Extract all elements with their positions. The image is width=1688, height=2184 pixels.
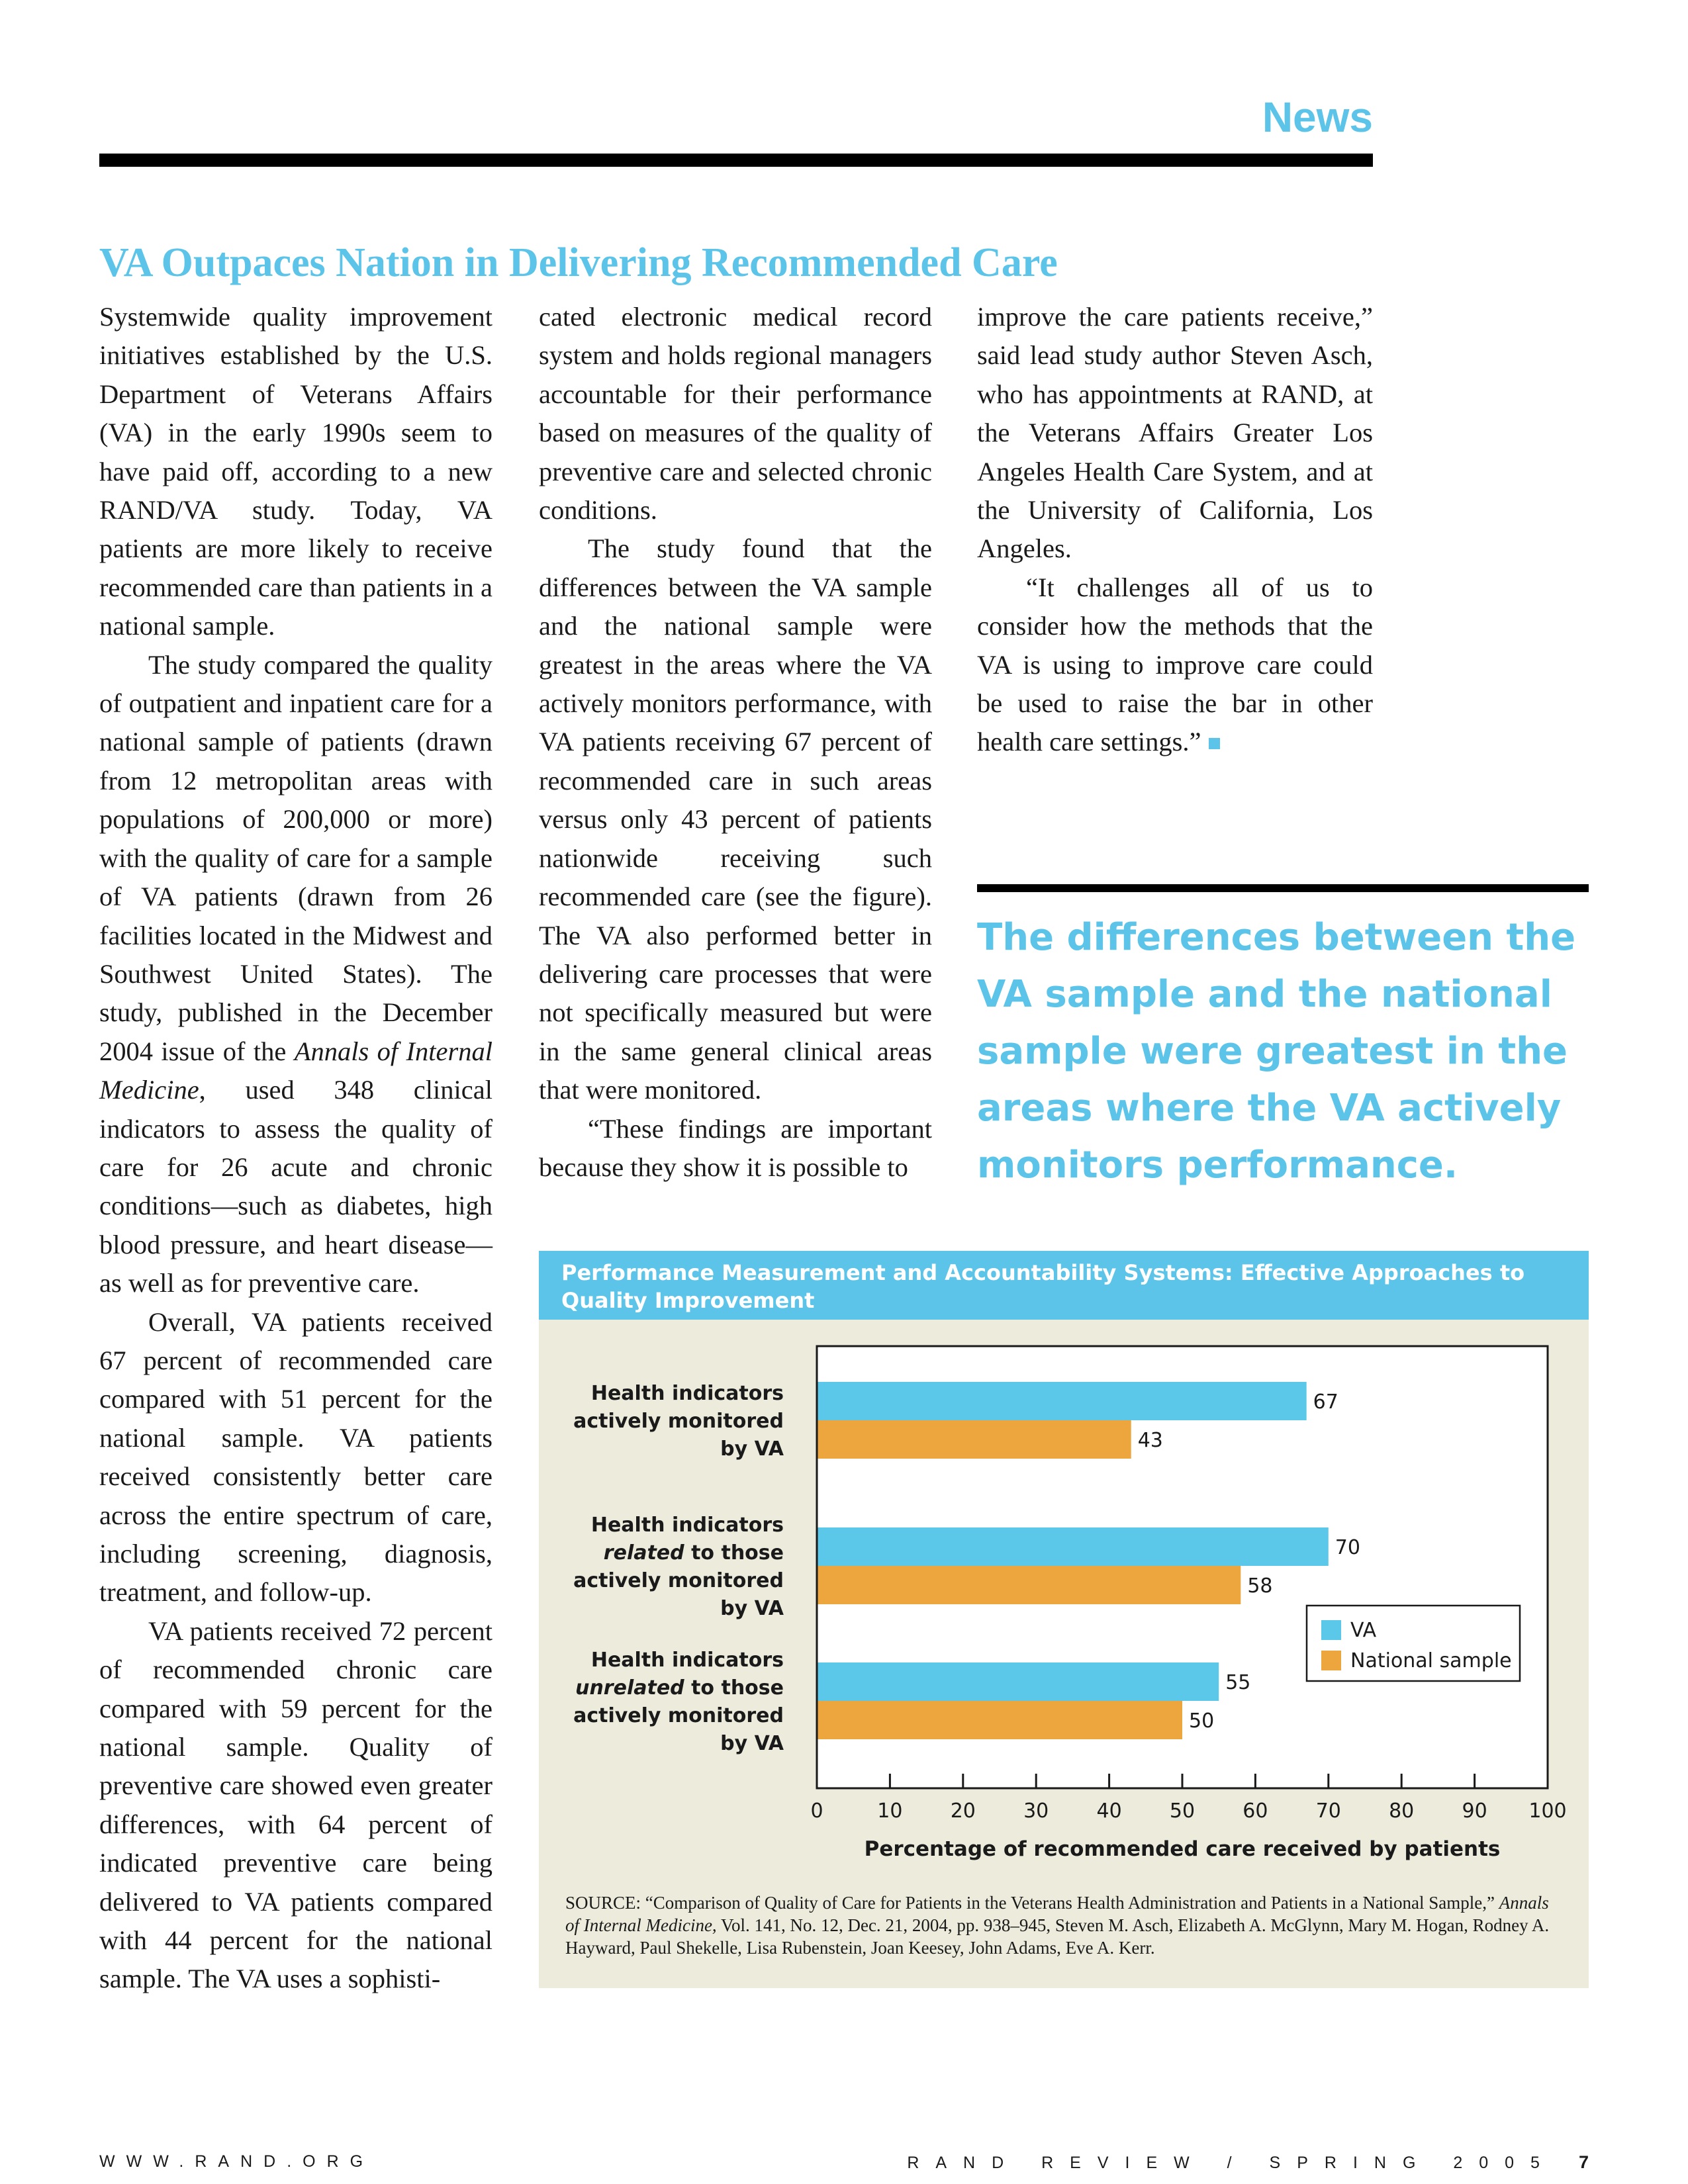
footer-website[interactable]: WWW.RAND.ORG <box>99 2152 375 2171</box>
paragraph: The study found that the differences between the VA sample and the national sample were greatest in the areas where the VA actively monitors performance, with VA patients receiving 67 percent of recommended care in such areas versus only 43 percent of patients nationwide receiving such recommended care (see the figure). The VA also performed better in delivering care processes that were not specifically measured but were in the same general clinical areas that were monitored. <box>539 533 932 1105</box>
page-number: 7 <box>1578 2152 1589 2172</box>
article-column-3 <box>977 298 1373 762</box>
figure-panel <box>539 1251 1589 1988</box>
article-column-2 <box>539 298 932 1187</box>
bar <box>818 1420 1131 1459</box>
data-label: 58 <box>1247 1574 1273 1598</box>
paragraph: Systemwide quality improvement initiatives established by the U.S. Department of Veterans Affairs (VA) in the early 1990s seem to have paid off, according to a new RAND/VA study. Today, VA patients are more likely to receive recommended care than patients in a national sample. <box>99 302 492 641</box>
pullquote: The differences between the VA sample and the national sample were greatest in the areas where the VA actively monitors performance. <box>977 916 1576 1187</box>
bar <box>818 1527 1329 1566</box>
legend-swatch <box>1321 1620 1341 1640</box>
x-tick-label: 10 <box>877 1799 903 1823</box>
paragraph: The study compared the quality of outpatient and inpatient care for a national sample of patients (drawn from 12 metropolitan areas with populations of 200,000 or more) with the quality of care for a sample of VA patients (drawn from 26 facilities located in the Midwest and Southwest United States). The study, published in the December 2004 issue of the Annals of Internal Medicine, used 348 clinical indicators to assess the quality of care for 26 acute and chronic conditions—such as diabetes, high blood pressure, and heart disease—as well as for preventive care. <box>99 649 492 1298</box>
figure-header <box>539 1251 1589 1320</box>
figure-source: SOURCE: “Comparison of Quality of Care for Patients in the Veterans Health Administration and Patients in a National Sample,” Annals of Internal Medicine, Vol. 141, No. 12, Dec. 21, 2004, pp. 938–945, Steven M. Asch, Elizabeth A. McGlynn, Mary M. Hogan, Rodney A. Hayward, Paul Shekelle, Lisa Rubenstein, Joan Keesey, John Adams, Eve A. Kerr. <box>565 1893 1550 1958</box>
x-tick-label: 0 <box>810 1799 823 1823</box>
paragraph: “These findings are important because they show it is possible to <box>539 1113 932 1182</box>
x-tick-label: 60 <box>1243 1799 1268 1823</box>
x-axis-label: Percentage of recommended care received by patients <box>864 1837 1501 1861</box>
category-label: Health indicators actively monitored by VA <box>573 1382 784 1461</box>
legend-swatch <box>1321 1651 1341 1670</box>
x-tick-label: 30 <box>1023 1799 1049 1823</box>
bar <box>818 1662 1219 1701</box>
article-column-1 <box>99 298 492 1999</box>
x-tick-label: 50 <box>1169 1799 1196 1823</box>
data-label: 67 <box>1313 1390 1338 1414</box>
article-headline: VA Outpaces Nation in Delivering Recommended Care <box>99 240 1058 285</box>
paragraph: “It challenges all of us to consider how the methods that the VA is using to improve care could be used to raise the bar in other health care settings.” <box>977 572 1373 757</box>
data-label: 50 <box>1189 1709 1215 1733</box>
end-of-article-mark <box>1209 738 1220 749</box>
x-tick-label: 80 <box>1389 1799 1415 1823</box>
figure-title: Performance Measurement and Accountability Systems: Effective Approaches to Quality Improvement <box>561 1260 1525 1313</box>
footer-publication <box>907 2152 1589 2173</box>
x-tick-label: 100 <box>1528 1799 1567 1823</box>
paragraph: Overall, VA patients received 67 percent of recommended care compared with 51 percent for the national sample. VA patients received consistently better care across the entire spectrum of care, including screening, diagnosis, treatment, and follow-up. <box>99 1306 492 1608</box>
bar <box>818 1566 1241 1604</box>
journal-name: Annals of Internal Medicine <box>99 1036 492 1105</box>
section-label: News <box>1262 93 1373 141</box>
paragraph: improve the care patients receive,” said lead study author Steven Asch, who has appointments at RAND, at the Veterans Affairs Greater Los Angeles Health Care System, and at the University of California, Los Angeles. <box>977 302 1373 564</box>
header-rule <box>99 154 1373 167</box>
x-tick-label: 70 <box>1315 1799 1341 1823</box>
footer-issue: RAND REVIEW / SPRING 2005 <box>907 2154 1556 2172</box>
paragraph: VA patients received 72 percent of recommended chronic care compared with 59 percent for the national sample. Quality of preventive care showed even greater differences, with 64 percent of indicated preventive care being delivered to VA patients compared with 44 percent for the national sample. The VA uses a sophisti- <box>99 1615 492 1994</box>
bar <box>818 1701 1183 1739</box>
pullquote-rule <box>977 884 1589 892</box>
legend-entry: National sample <box>1350 1649 1512 1672</box>
legend-entry: VA <box>1350 1619 1377 1642</box>
bar-chart <box>539 1320 1589 1889</box>
paragraph: cated electronic medical record system and holds regional managers accountable for their performance based on measures of the quality of preventive care and selected chronic conditions. <box>539 302 932 525</box>
x-tick-label: 90 <box>1462 1799 1487 1823</box>
category-label: Health indicators unrelated to those actively monitored by VA <box>573 1649 784 1755</box>
data-label: 43 <box>1137 1429 1163 1452</box>
x-tick-label: 20 <box>950 1799 976 1823</box>
bar <box>818 1382 1307 1420</box>
data-label: 55 <box>1225 1671 1251 1694</box>
data-label: 70 <box>1335 1536 1360 1559</box>
x-tick-label: 40 <box>1096 1799 1122 1823</box>
category-label: Health indicators related to those actively monitored by VA <box>573 1514 784 1620</box>
